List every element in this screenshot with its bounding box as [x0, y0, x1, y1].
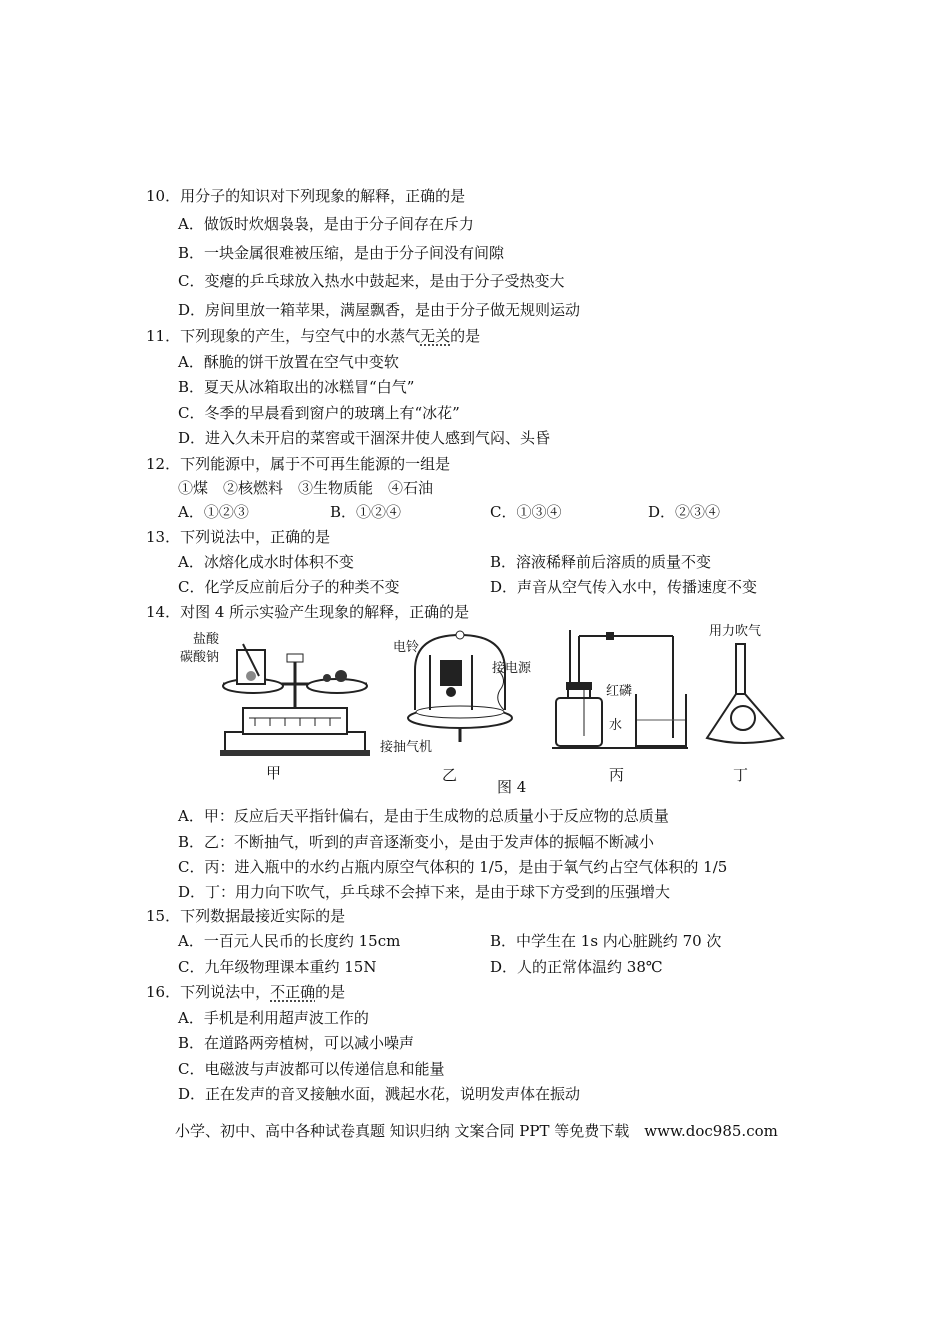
q10-option-c: C．变瘪的乒乓球放入热水中鼓起来，是由于分子受热变大 [178, 272, 565, 290]
q13-stem: 13．下列说法中，正确的是 [146, 528, 331, 546]
q11-option-c: C．冬季的早晨看到窗户的玻璃上有“冰花” [178, 404, 460, 422]
caption-yi: 乙 [442, 766, 458, 784]
label-red-phosphorus: 红磷 [606, 684, 633, 699]
label-hydrochloric-acid: 盐酸 [193, 632, 220, 647]
q13-option-b: B．溶液稀释前后溶质的质量不变 [490, 553, 712, 571]
figure-title: 图 4 [497, 778, 527, 796]
q14-stem: 14．对图 4 所示实验产生现象的解释，正确的是 [146, 603, 470, 621]
q12-items: ①煤 ②核燃料 ③生物质能 ④石油 [178, 479, 434, 497]
q15-option-b: B．中学生在 1s 内心脏跳约 70 次 [490, 932, 722, 950]
q16-option-b: B．在道路两旁植树，可以减小噪声 [178, 1034, 415, 1052]
caption-jia: 甲 [266, 764, 282, 782]
q11-stem-post: 的是 [450, 327, 481, 345]
q11-option-a: A．酥脆的饼干放置在空气中变软 [178, 353, 399, 371]
q15-option-c: C．九年级物理课本重约 15N [178, 958, 377, 976]
q11-stem-emphasis: 无关 [420, 327, 451, 345]
q16-option-c: C．电磁波与声波都可以传递信息和能量 [178, 1060, 445, 1078]
q14-option-d: D．丁：用力向下吹气，乒乓球不会掉下来，是由于球下方受到的压强增大 [178, 883, 671, 901]
q10-option-a: A．做饭时炊烟袅袅，是由于分子间存在斥力 [178, 215, 474, 233]
label-sodium-carbonate: 碳酸钠 [180, 650, 220, 665]
q15-option-a: A．一百元人民币的长度约 15cm [178, 932, 401, 950]
q12-option-b: B．①②④ [330, 503, 402, 521]
q11-stem-pre: 11．下列现象的产生，与空气中的水蒸气 [146, 327, 421, 345]
q13-option-d: D．声音从空气传入水中，传播速度不变 [490, 578, 758, 596]
q15-option-d: D．人的正常体温约 38℃ [490, 958, 663, 976]
label-connect-pump: 接抽气机 [380, 740, 433, 755]
q10-option-d: D．房间里放一箱苹果，满屋飘香，是由于分子做无规则运动 [178, 301, 581, 319]
q12-option-c: C．①③④ [490, 503, 562, 521]
q15-stem: 15．下列数据最接近实际的是 [146, 907, 346, 925]
q13-option-c: C．化学反应前后分子的种类不变 [178, 578, 400, 596]
q12-option-d: D．②③④ [648, 503, 721, 521]
q16-stem [146, 982, 345, 1002]
page-footer: 小学、初中、高中各种试卷真题 知识归纳 文案合同 PPT 等免费下载 www.doc985.com [175, 1122, 778, 1140]
caption-ding: 丁 [733, 766, 749, 784]
q12-option-a: A．①②③ [178, 503, 249, 521]
label-electric-bell: 电铃 [393, 640, 420, 655]
q10-stem: 10．用分子的知识对下列现象的解释，正确的是 [146, 187, 466, 205]
caption-bing: 丙 [609, 766, 625, 784]
label-water: 水 [609, 718, 623, 733]
q11-option-d: D．进入久未开启的菜窖或干涸深井使人感到气闷、头昏 [178, 429, 551, 447]
q16-stem-emphasis: 不正确 [270, 983, 316, 1001]
balance-apparatus [215, 632, 375, 762]
label-blow-hard: 用力吹气 [709, 624, 762, 639]
q14-option-c: C．丙：进入瓶中的水约占瓶内原空气体积的 1/5，是由于氧气约占空气体积的 1/5 [178, 858, 728, 876]
q16-stem-pre: 16．下列说法中， [146, 983, 271, 1001]
q16-stem-post: 的是 [315, 983, 346, 1001]
funnel-apparatus [703, 638, 788, 753]
q16-option-d: D．正在发声的音叉接触水面，溅起水花，说明发声体在振动 [178, 1085, 581, 1103]
label-connect-power: 接电源 [492, 661, 532, 676]
q11-option-b: B．夏天从冰箱取出的冰糕冒“白气” [178, 378, 415, 396]
q11-stem [146, 326, 480, 346]
q13-option-a: A．冰熔化成水时体积不变 [178, 553, 354, 571]
q14-option-a: A．甲：反应后天平指针偏右，是由于生成物的总质量小于反应物的总质量 [178, 807, 669, 825]
q10-option-b: B．一块金属很难被压缩，是由于分子间没有间隙 [178, 244, 505, 262]
q16-option-a: A．手机是利用超声波工作的 [178, 1009, 369, 1027]
q12-stem: 12．下列能源中，属于不可再生能源的一组是 [146, 455, 451, 473]
q14-option-b: B．乙：不断抽气，听到的声音逐渐变小，是由于发声体的振幅不断减小 [178, 833, 655, 851]
